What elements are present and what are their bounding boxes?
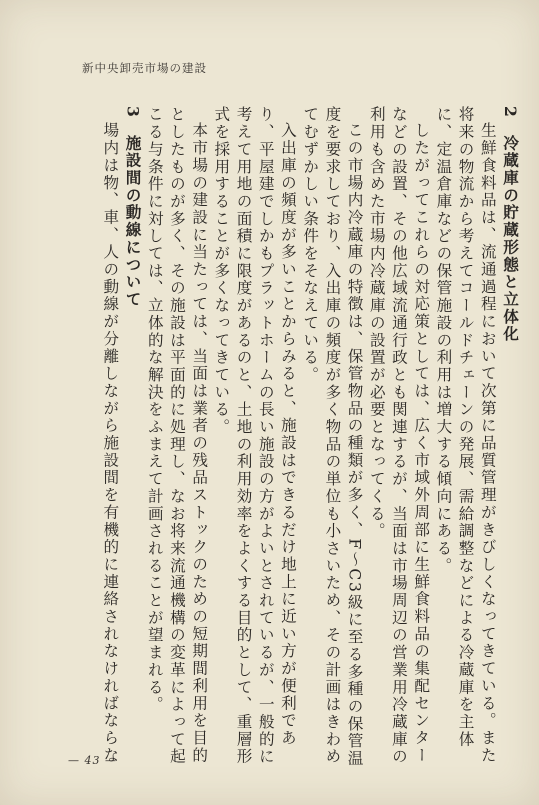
vertical-text-body [101, 106, 521, 774]
section-number: 2 [501, 106, 520, 119]
section-title: 施設間の動線について [123, 134, 143, 309]
paragraph: 本市場の建設に当たっては、当面は業者の残品ストックのための短期間利用を目的としたものが多く、その施設は平面的に処理し、なお将来流通機構の変革によって起こる与条件に対しては、立体的な解決をふまえて計画されることが望まれる。 [145, 106, 209, 766]
paragraph: 生鮮食料品は、流通過程において次第に品質管理がきびしくなってきている。また将来の物流から考えてコールドチェーンの発展、需給調整などによる冷蔵庫を主体に、定温倉庫などの保管施設の利用は増大する傾向にある。 [434, 106, 497, 764]
paragraph: この市場内冷蔵庫の特徴は、保管物品の種類が多く、F〜C3級に至る多種の保管温度を要求しており、入出庫の頻度が多く物品の単位も小さいため、その計画はきわめてむずかしい条件をそなえている。 [301, 106, 364, 767]
section-number: 3 [123, 106, 143, 119]
section-heading-3 [121, 106, 143, 774]
paragraph: 入出庫の頻度が多いことからみると、施設はできるだけ地上に近い方が便利であり、平屋建でしかもプラットホームの長い施設の方がよいとされているが、一般的に考えて用地の面積に限度があるのと、土地の利用効率をよくする目的として、重層形式を採用することが多くなってきている。 [212, 106, 297, 766]
page-number: — 43 — [68, 754, 117, 767]
paragraph: したがってこれらの対応策としては、広く市域外周部に生鮮食料品の集配センターなどの設置、その他広域流通行政とも関連するが、当面は市場周辺の営業用冷蔵庫の利用も含めた市場内冷蔵庫の設置が必要となってくる。 [367, 106, 431, 766]
section-title: 冷蔵庫の貯蔵形態と立体化 [501, 134, 520, 343]
section-heading-2 [499, 106, 521, 774]
paragraph: 場内は物、車、人の動線が分離しながら施設間を有機的に連絡されなければならな [101, 121, 120, 764]
running-header: 新中央卸売市場の建設 [82, 61, 207, 75]
